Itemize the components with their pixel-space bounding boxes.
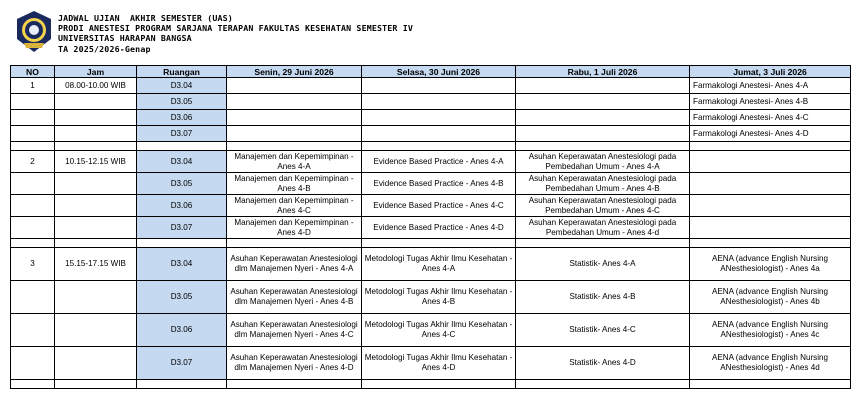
rabu-cell: Statistik- Anes 4-C [516,314,690,347]
session-no [11,195,55,217]
selasa-cell: Metodologi Tugas Akhir Ilmu Kesehatan - Anes 4-A [362,248,516,281]
session-time [55,347,137,380]
col-header-ruangan: Ruangan [137,66,227,78]
table-row [11,151,851,173]
senin-cell: Asuhan Keperawatan Anestesiologi dlm Manajemen Nyeri - Anes 4-B [227,281,362,314]
rabu-cell: Asuhan Keperawatan Anestesiologi pada Pembedahan Umum - Anes 4-C [516,195,690,217]
session-time: 10.15-12.15 WIB [55,151,137,173]
selasa-cell: Metodologi Tugas Akhir Ilmu Kesehatan - Anes 4-B [362,281,516,314]
rabu-cell: Statistik- Anes 4-B [516,281,690,314]
jumat-cell: AENA (advance English Nursing ANesthesiologist) - Anes 4a [690,248,851,281]
title-line-4: TA 2025/2026-Genap [58,43,151,54]
session-no [11,126,55,142]
room-cell: D3.05 [137,173,227,195]
session-time [55,126,137,142]
rabu-cell: Statistik- Anes 4-A [516,248,690,281]
rabu-cell [516,78,690,94]
table-row [11,126,851,142]
table-row [11,217,851,239]
senin-cell [227,94,362,110]
jumat-cell: Farmakologi Anestesi- Anes 4-A [690,78,851,94]
room-cell: D3.05 [137,94,227,110]
jumat-cell [690,173,851,195]
senin-cell: Manajemen dan Kepemimpinan - Anes 4-B [227,173,362,195]
selasa-cell: Evidence Based Practice - Anes 4-C [362,195,516,217]
room-cell: D3.04 [137,78,227,94]
senin-cell [227,78,362,94]
title-line-1: JADWAL UJIAN AKHIR SEMESTER (UAS) [58,13,233,23]
spacer-row [11,239,851,248]
selasa-cell [362,94,516,110]
table-row [11,173,851,195]
session-time [55,110,137,126]
col-header-no: NO [11,66,55,78]
session-no [11,281,55,314]
room-cell: D3.07 [137,347,227,380]
session-time: 15.15-17.15 WIB [55,248,137,281]
jumat-cell: AENA (advance English Nursing ANesthesiologist) - Anes 4b [690,281,851,314]
session-time: 08.00-10.00 WIB [55,78,137,94]
jumat-cell: Farmakologi Anestesi- Anes 4-D [690,126,851,142]
table-row [11,78,851,94]
rabu-cell: Asuhan Keperawatan Anestesiologi pada Pembedahan Umum - Anes 4-A [516,151,690,173]
table-row [11,347,851,380]
selasa-cell: Metodologi Tugas Akhir Ilmu Kesehatan - Anes 4-C [362,314,516,347]
senin-cell: Asuhan Keperawatan Anestesiologi dlm Manajemen Nyeri - Anes 4-D [227,347,362,380]
senin-cell: Manajemen dan Kepemimpinan - Anes 4-A [227,151,362,173]
session-time [55,314,137,347]
jumat-cell [690,151,851,173]
title-line-3: UNIVERSITAS HARAPAN BANGSA [58,33,192,44]
session-no [11,173,55,195]
rabu-cell: Asuhan Keperawatan Anestesiologi pada Pembedahan Umum - Anes 4-B [516,173,690,195]
jumat-cell [690,195,851,217]
document-title-block [58,13,413,54]
session-time [55,173,137,195]
senin-cell: Manajemen dan Kepemimpinan - Anes 4-D [227,217,362,239]
selasa-cell [362,78,516,94]
table-row [11,195,851,217]
room-cell: D3.06 [137,314,227,347]
jumat-cell [690,217,851,239]
jumat-cell: Farmakologi Anestesi- Anes 4-C [690,110,851,126]
jumat-cell: Farmakologi Anestesi- Anes 4-B [690,94,851,110]
table-header-row [11,66,851,78]
session-no [11,110,55,126]
rabu-cell [516,126,690,142]
university-seal-logo [14,10,54,54]
room-cell: D3.07 [137,217,227,239]
session-no [11,94,55,110]
col-header-jumat: Jumat, 3 Juli 2026 [690,66,851,78]
jumat-cell: AENA (advance English Nursing ANesthesiologist) - Anes 4d [690,347,851,380]
session-no [11,347,55,380]
title-line-2: PRODI ANESTESI PROGRAM SARJANA TERAPAN FAKULTAS KESEHATAN SEMESTER IV [58,23,414,34]
rabu-cell: Statistik- Anes 4-D [516,347,690,380]
session-no [11,314,55,347]
room-cell: D3.05 [137,281,227,314]
session-time [55,281,137,314]
rabu-cell [516,94,690,110]
senin-cell [227,126,362,142]
session-no: 2 [11,151,55,173]
session-time [55,217,137,239]
spacer-row [11,142,851,151]
room-cell: D3.06 [137,110,227,126]
senin-cell: Asuhan Keperawatan Anestesiologi dlm Manajemen Nyeri - Anes 4-A [227,248,362,281]
spacer-row [11,380,851,389]
session-no [11,217,55,239]
session-no: 3 [11,248,55,281]
document-header [0,0,853,64]
rabu-cell: Asuhan Keperawatan Anestesiologi pada Pembedahan Umum - Anes 4-d [516,217,690,239]
table-row [11,248,851,281]
selasa-cell: Evidence Based Practice - Anes 4-B [362,173,516,195]
exam-schedule-table [10,65,851,389]
session-no: 1 [11,78,55,94]
selasa-cell [362,110,516,126]
col-header-selasa: Selasa, 30 Juni 2026 [362,66,516,78]
col-header-rabu: Rabu, 1 Juli 2026 [516,66,690,78]
col-header-senin: Senin, 29 Juni 2026 [227,66,362,78]
selasa-cell: Metodologi Tugas Akhir Ilmu Kesehatan - Anes 4-D [362,347,516,380]
selasa-cell: Evidence Based Practice - Anes 4-D [362,217,516,239]
session-time [55,195,137,217]
senin-cell [227,110,362,126]
table-row [11,281,851,314]
room-cell: D3.06 [137,195,227,217]
selasa-cell: Evidence Based Practice - Anes 4-A [362,151,516,173]
selasa-cell [362,126,516,142]
room-cell: D3.04 [137,151,227,173]
senin-cell: Asuhan Keperawatan Anestesiologi dlm Manajemen Nyeri - Anes 4-C [227,314,362,347]
jumat-cell: AENA (advance English Nursing ANesthesiologist) - Anes 4c [690,314,851,347]
session-time [55,94,137,110]
room-cell: D3.07 [137,126,227,142]
table-row [11,314,851,347]
table-row [11,94,851,110]
table-row [11,110,851,126]
room-cell: D3.04 [137,248,227,281]
col-header-jam: Jam [55,66,137,78]
senin-cell: Manajemen dan Kepemimpinan - Anes 4-C [227,195,362,217]
rabu-cell [516,110,690,126]
